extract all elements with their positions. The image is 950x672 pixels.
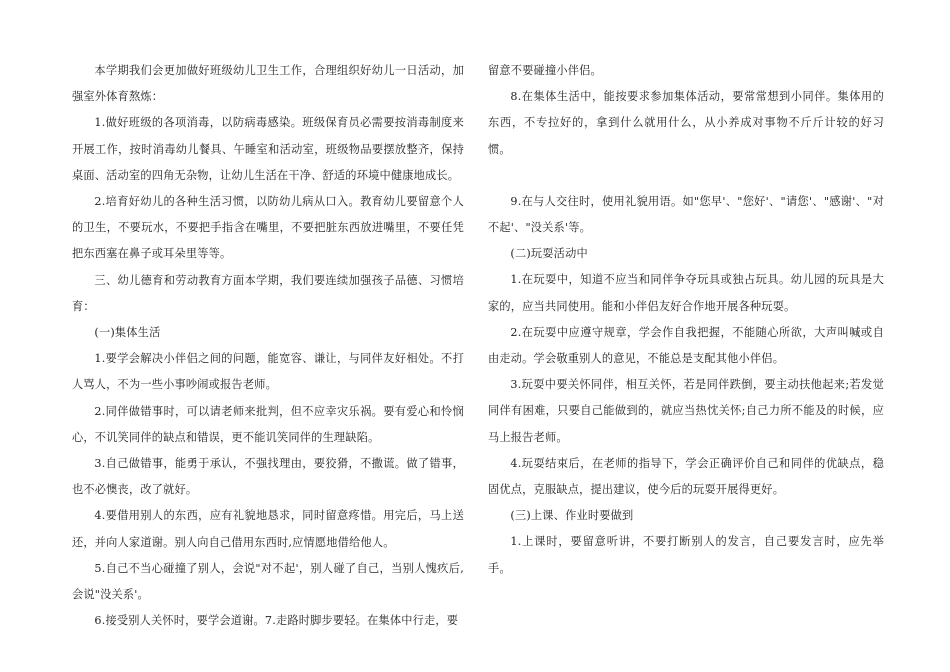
subsection-heading: (三)上课、作业时要做到 [510, 509, 634, 523]
paragraph-continuation: 留意不要碰撞小伴侣。 [488, 64, 602, 77]
paragraph: 2.在玩耍中应遵守规章，学会作自我把握，不能随心所欲，大声叫喊或自由走动。学会敬重别人的意见，不能总是支配其他小伴侣。 [488, 325, 884, 366]
paragraph: 3.玩耍中要关怀同伴，相互关怀，若是同伴跌倒，要主动扶他起来;若发觉同伴有困难，只要自己能做到的，就应当热忱关怀;自己力所不能及的时候，应马上报告老师。 [488, 378, 884, 444]
paragraph: 9.在与人交往时，使用礼貌用语。如"您早'、"您好'、"请您'、"感谢'、"对不起'、"没关系'等。 [488, 194, 884, 235]
subsection-heading: (二)玩耍活动中 [510, 247, 588, 261]
subsection-heading: (一)集体生活 [94, 326, 161, 340]
paragraph: 1.要学会解决小伴侣之间的问题，能宽容、谦让，与同伴友好相处。不打人骂人，不为一些小事吵闹或报告老师。 [72, 352, 464, 392]
paragraph: 2.同伴做错事时，可以请老师来批判，但不应幸灾乐祸。要有爱心和怜悯心，不讥笑同伴的缺点和错误，更不能讥笑同伴的生理缺陷。 [72, 404, 464, 444]
paragraph: 2.培育好幼儿的各种生活习惯，以防幼儿病从口入。教育幼儿要留意个人的卫生，不要玩水，不要把手指含在嘴里，不要把脏东西放进嘴里，不要任凭把东西塞在鼻子或耳朵里等等。 [72, 195, 464, 261]
paragraph: 4.要借用别人的东西，应有礼貌地恳求，同时留意疼惜。用完后，马上送还，并向人家道谢。别人向自己借用东西时,应情愿地借给他人。 [72, 509, 464, 549]
right-column [488, 58, 884, 582]
paragraph: 8.在集体生活中，能按要求参加集体活动，要常常想到小同伴。集体用的东西，不专拉好的，拿到什么就用什么，从小养成对事物不斤斤计较的好习惯。 [488, 90, 884, 156]
paragraph: 1.在玩耍中，知道不应当和同伴争夺玩具或独占玩具。幼儿园的玩具是大家的，应当共同使用。能和小伴侣友好合作地开展各种玩耍。 [488, 273, 884, 313]
paragraph: 本学期我们会更加做好班级幼儿卫生工作，合理组织好幼儿一日活动，加强室外体育熬炼： [72, 64, 464, 104]
paragraph: 4.玩耍结束后，在老师的指导下，学会正确评价自己和同伴的优缺点，稳固优点，克服缺点，提出建议，使今后的玩耍开展得更好。 [488, 456, 884, 497]
paragraph: 1.做好班级的各项消毒，以防病毒感染。班级保育员必需要按消毒制度来开展工作，按时消毒幼儿餐具、午睡室和活动室，班级物品要摆放整齐，保持桌面、活动室的四角无杂物，让幼儿生活在干净、舒适的环境中健康地成长。 [72, 116, 464, 182]
paragraph: 6.接受别人关怀时，要学会道谢。7.走路时脚步要轻。在集体中行走，要 [94, 614, 459, 628]
paragraph: 3.自己做错事，能勇于承认，不强找理由，要狡猾，不撒谎。做了错事，也不必懊丧，改了就好。 [72, 457, 464, 497]
section-heading: 三、幼儿德育和劳动教育方面本学期，我们要连续加强孩子品德、习惯培育： [72, 273, 464, 313]
left-column [72, 58, 464, 634]
paragraph: 5.自己不当心碰撞了别人，会说"对不起'，别人碰了自己，当别人愧疚后,会说"没关系'。 [72, 561, 464, 602]
paragraph: 1.上课时，要留意听讲，不要打断别人的发言，自己要发言时，应先举手。 [488, 535, 884, 575]
